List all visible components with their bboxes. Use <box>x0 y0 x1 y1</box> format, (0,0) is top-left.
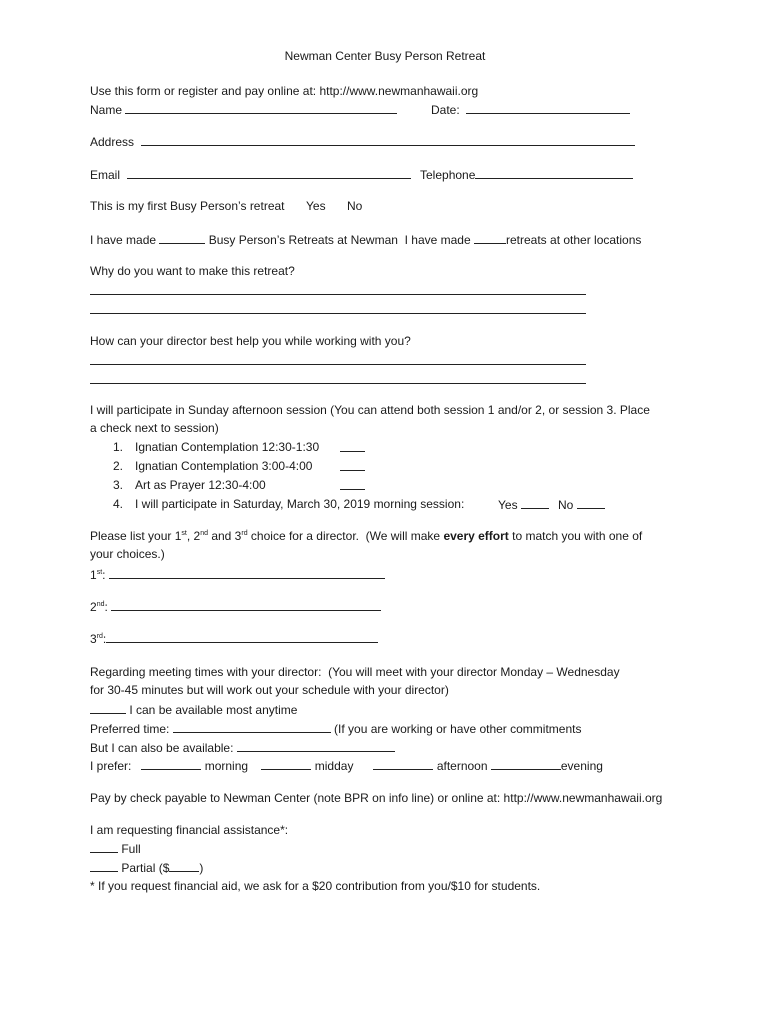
session-number: 1. <box>113 440 124 454</box>
session-number: 2. <box>113 459 124 473</box>
preferred-label: Preferred time: <box>90 722 170 736</box>
help-answer-line-1[interactable] <box>90 352 586 365</box>
first-retreat-text: This is my first Busy Person’s retreat <box>90 199 285 213</box>
saturday-yes <box>498 496 549 513</box>
first-retreat-no[interactable]: No <box>347 199 363 213</box>
help-question: How can your director best help you while working with you? <box>90 334 411 348</box>
director-choice: 1st: <box>90 566 385 583</box>
date-label: Date: <box>431 103 460 117</box>
preferred-time-field[interactable] <box>173 720 331 733</box>
director-choice-3-field[interactable] <box>106 630 378 643</box>
payment-text: Pay by check payable to Newman Center (note BPR on info line) or online at: http://www.newmanhawaii.org <box>90 791 663 805</box>
every-effort-bold: every effort <box>443 529 509 543</box>
session-item <box>113 496 464 512</box>
saturday-no-label: No <box>558 498 574 512</box>
financial-full-field[interactable] <box>90 840 118 853</box>
session-label: I will participate in Saturday, March 30, 2019 morning session: <box>135 497 465 511</box>
address-row <box>90 133 635 150</box>
saturday-yes-label: Yes <box>498 498 518 512</box>
email-field[interactable] <box>127 166 411 179</box>
help-answer-line-2[interactable] <box>90 371 586 384</box>
session-number: 4. <box>113 497 124 511</box>
page-title: Newman Center Busy Person Retreat <box>284 49 486 63</box>
preferred-note: (If you are working or have other commitments <box>334 722 582 736</box>
also-available-field[interactable] <box>237 739 395 752</box>
saturday-no <box>558 496 605 513</box>
financial-full-label: Full <box>121 842 141 856</box>
telephone-field[interactable] <box>475 166 633 179</box>
telephone-row <box>420 166 633 183</box>
session-item <box>113 458 312 474</box>
director-choice-1-field[interactable] <box>109 566 385 579</box>
sessions-intro-2: a check next to session) <box>90 421 219 435</box>
financial-note: * If you request financial aid, we ask for a $20 contribution from you/$10 for students. <box>90 879 541 893</box>
name-field[interactable] <box>125 101 397 114</box>
preferred-row <box>90 720 581 737</box>
director-choice: 2nd: <box>90 598 381 615</box>
anytime-field[interactable] <box>90 701 126 714</box>
prefer-row <box>90 757 603 774</box>
other-count-field[interactable] <box>474 231 506 244</box>
session-1-check[interactable] <box>340 439 365 452</box>
session-number: 3. <box>113 478 124 492</box>
morning-label: morning <box>204 759 249 773</box>
session-label: Ignatian Contemplation 3:00-4:00 <box>135 459 313 473</box>
saturday-no-field[interactable] <box>577 496 605 509</box>
session-3-check[interactable] <box>340 477 365 490</box>
session-item <box>113 439 319 455</box>
midday-field[interactable] <box>261 757 311 770</box>
date-field[interactable] <box>466 101 630 114</box>
telephone-label: Telephone <box>420 168 476 182</box>
anytime-label: I can be available most anytime <box>129 703 298 717</box>
midday-label: midday <box>314 759 354 773</box>
email-row <box>90 166 411 183</box>
name-row <box>90 101 397 118</box>
history-other-text: retreats at other locations <box>506 233 642 247</box>
sessions-intro-1: I will participate in Sunday afternoon session (You can attend both session 1 and/or 2, or session 3. Place <box>90 403 650 417</box>
also-row <box>90 739 395 756</box>
why-question: Why do you want to make this retreat? <box>90 264 295 278</box>
session-label: Ignatian Contemplation 12:30-1:30 <box>135 440 320 454</box>
session-2-check[interactable] <box>340 458 365 471</box>
newman-count-field[interactable] <box>159 231 205 244</box>
evening-label: evening <box>560 759 603 773</box>
director-choice: 3rd: <box>90 630 378 647</box>
history-prefix-2: I have made <box>404 233 471 247</box>
director-intro: Please list your 1st, 2nd and 3rd choice for a director. (We will make every effort to match you with one of <box>90 529 643 543</box>
financial-full-row <box>90 840 141 857</box>
history-row <box>90 231 641 248</box>
first-retreat-yes[interactable]: Yes <box>306 199 326 213</box>
financial-partial-label: Partial ($ <box>121 861 170 875</box>
name-label: Name <box>90 103 123 117</box>
meeting-line-2: for 30-45 minutes but will work out your schedule with your director) <box>90 683 449 697</box>
morning-field[interactable] <box>141 757 201 770</box>
why-answer-line-2[interactable] <box>90 301 586 314</box>
also-label: But I can also be available: <box>90 741 234 755</box>
financial-heading: I am requesting financial assistance*: <box>90 823 289 837</box>
intro-text: Use this form or register and pay online at: http://www.newmanhawaii.org <box>90 84 479 98</box>
prefer-label: I prefer: <box>90 759 132 773</box>
afternoon-field[interactable] <box>373 757 433 770</box>
date-row <box>431 101 630 118</box>
evening-field[interactable] <box>491 757 561 770</box>
partial-amount-field[interactable] <box>169 859 199 872</box>
director-intro-2: your choices.) <box>90 547 165 561</box>
saturday-yes-field[interactable] <box>521 496 549 509</box>
session-item <box>113 477 266 493</box>
email-label: Email <box>90 168 121 182</box>
afternoon-label: afternoon <box>436 759 488 773</box>
why-answer-line-1[interactable] <box>90 282 586 295</box>
financial-partial-row: Partial ($ ) <box>90 859 203 876</box>
meeting-line-1: Regarding meeting times with your director: (You will meet with your director Monday – Wednesday <box>90 665 620 679</box>
history-newman-text: Busy Person’s Retreats at Newman <box>208 233 398 247</box>
history-prefix: I have made <box>90 233 157 247</box>
address-field[interactable] <box>141 133 635 146</box>
director-choice-2-field[interactable] <box>111 598 381 611</box>
financial-partial-field[interactable] <box>90 859 118 872</box>
session-label: Art as Prayer 12:30-4:00 <box>135 478 266 492</box>
anytime-row <box>90 701 297 718</box>
address-label: Address <box>90 135 135 149</box>
